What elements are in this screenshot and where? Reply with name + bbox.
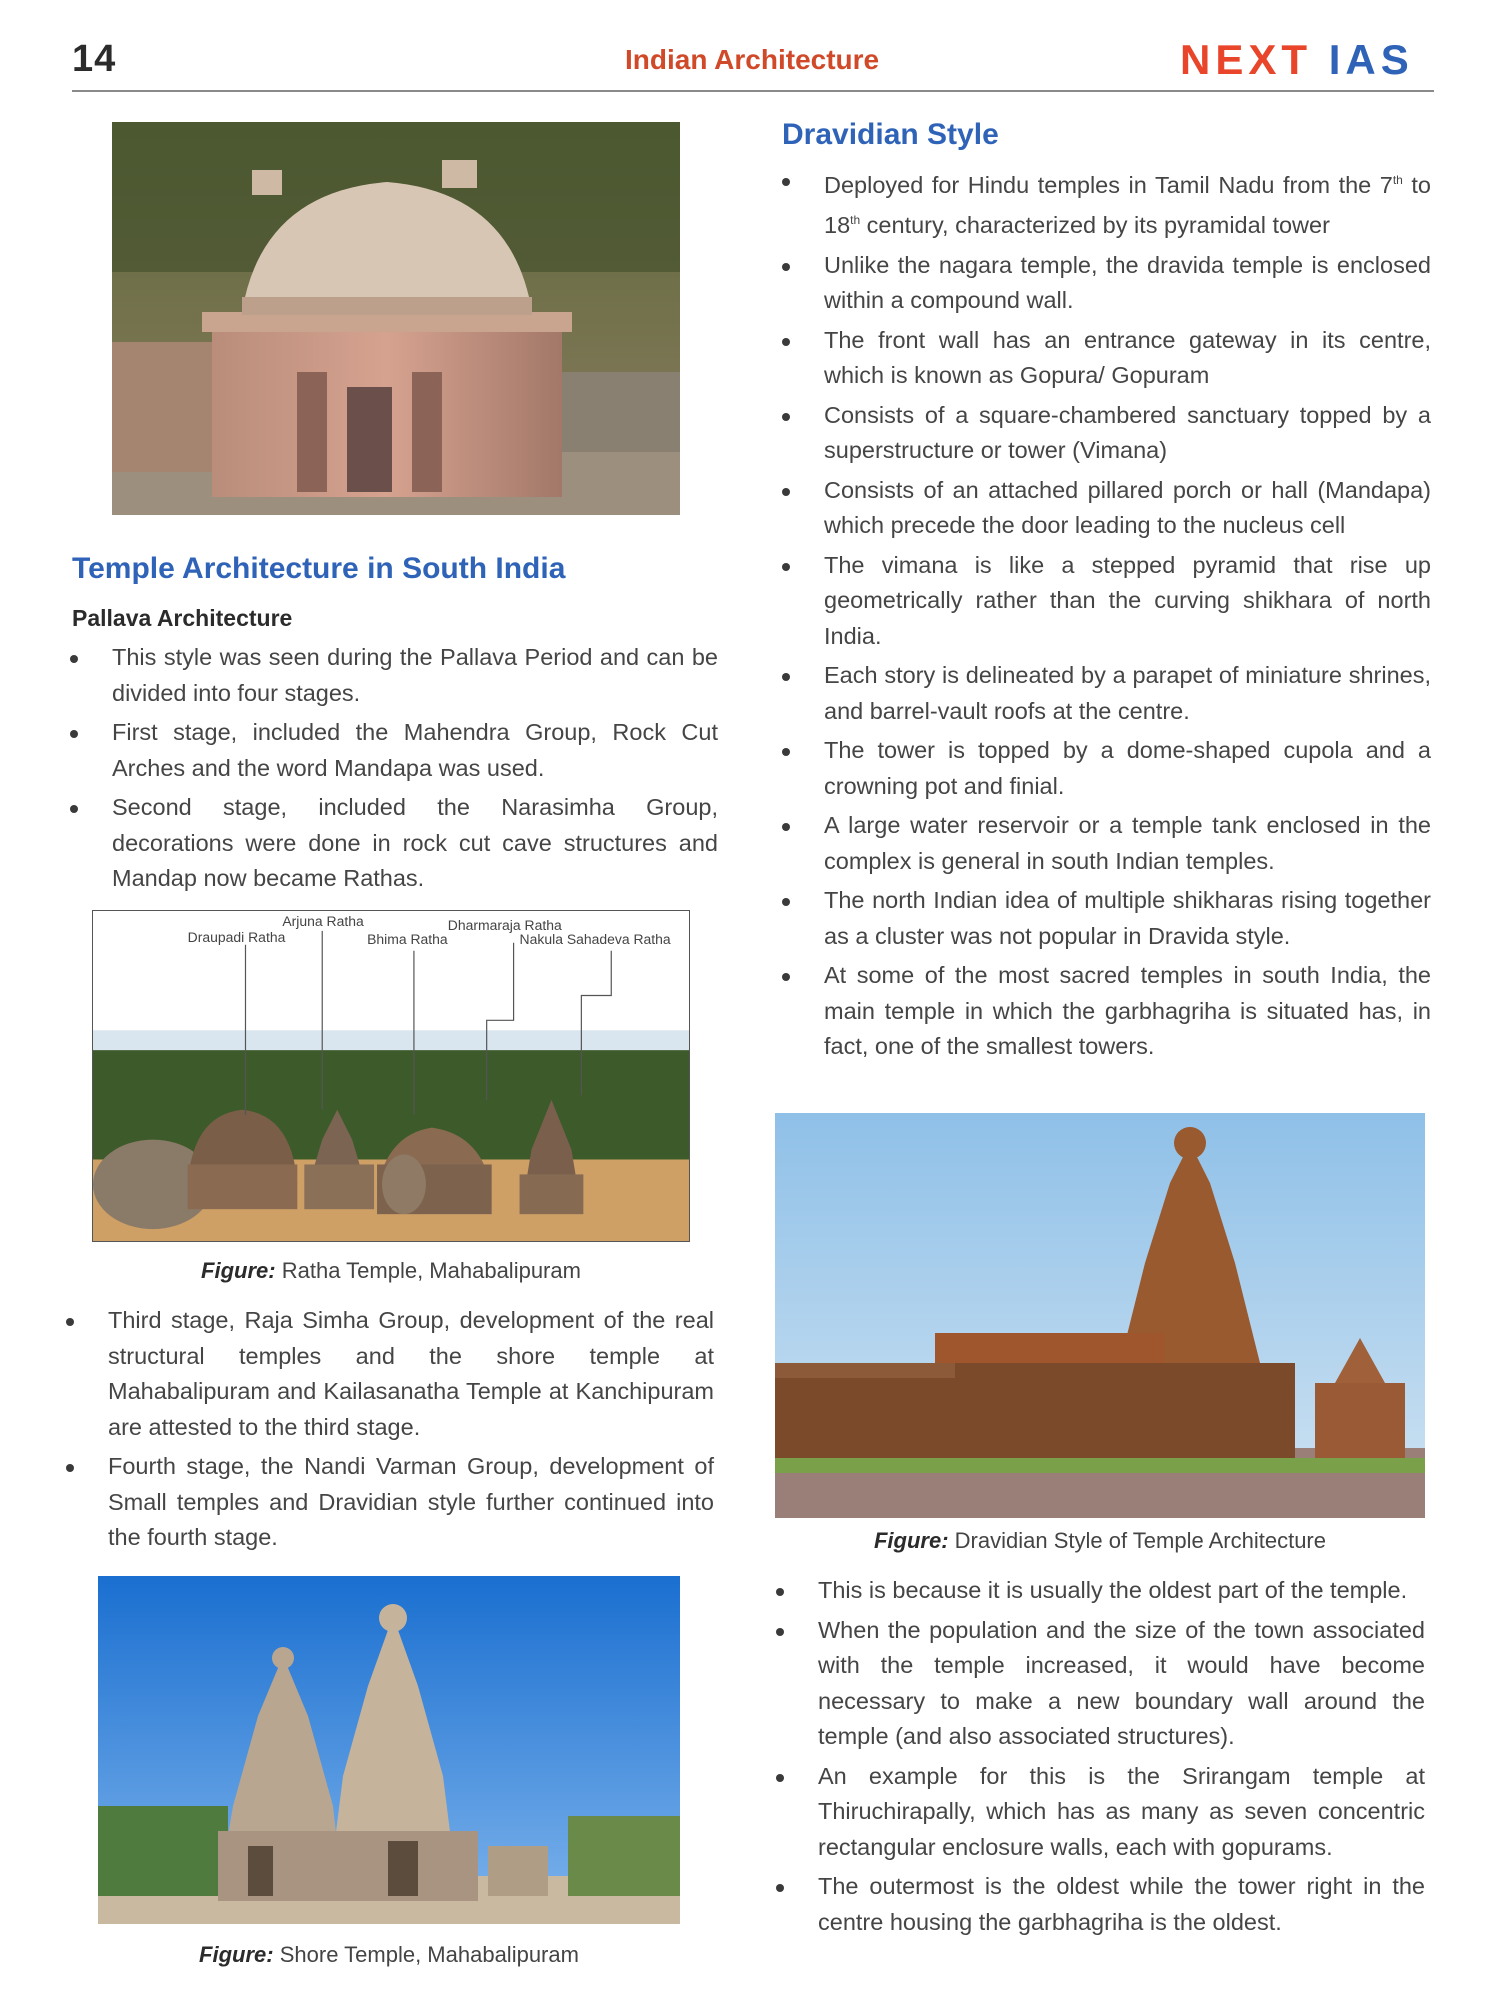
running-title: Indian Architecture bbox=[625, 44, 880, 75]
label-bhima-ratha: Bhima Ratha bbox=[367, 930, 448, 947]
list-item: At some of the most sacred temples in south India, the main temple in which the garbhagriha is situated has, in fact, one of the smallest towers. bbox=[778, 958, 1431, 1065]
label-dharmaraja-ratha: Dharmaraja Ratha bbox=[447, 916, 562, 933]
list-item: This style was seen during the Pallava Period and can be divided into four stages. bbox=[66, 640, 718, 711]
list-item: The north Indian idea of multiple shikharas rising together as a cluster was not popular in Dravida style. bbox=[778, 883, 1431, 954]
temple-photo-top bbox=[112, 122, 680, 515]
figure-caption-text: Dravidian Style of Temple Architecture bbox=[954, 1528, 1326, 1553]
label-arjuna-ratha: Arjuna Ratha bbox=[282, 912, 364, 929]
list-item: The front wall has an entrance gateway in its centre, which is known as Gopura/ Gopuram bbox=[778, 323, 1431, 394]
pallava-bullets-top bbox=[66, 640, 718, 901]
figure-caption-text: Shore Temple, Mahabalipuram bbox=[279, 1942, 579, 1967]
figure-caption-ratha bbox=[92, 1258, 690, 1284]
figure-caption-shore bbox=[98, 1942, 680, 1968]
figure-label: Figure: bbox=[873, 1528, 949, 1553]
page-number: 14 bbox=[72, 38, 117, 80]
list-item: Each story is delineated by a parapet of miniature shrines, and barrel-vault roofs at the centre. bbox=[778, 658, 1431, 729]
brand-ias: IAS bbox=[1328, 36, 1414, 83]
dravidian-bullets-bottom bbox=[772, 1573, 1425, 1944]
list-item: Second stage, included the Narasimha Group, decorations were done in rock cut cave structures and Mandap now became Rathas. bbox=[66, 790, 718, 897]
ratha-temple-figure bbox=[92, 910, 690, 1242]
figure-label: Figure: bbox=[201, 1258, 276, 1283]
header-rule bbox=[72, 90, 1434, 92]
brand-next: NEXT bbox=[1180, 36, 1313, 83]
list-item: Consists of a square-chambered sanctuary topped by a superstructure or tower (Vimana) bbox=[778, 398, 1431, 469]
list-item: This is because it is usually the oldest part of the temple. bbox=[772, 1573, 1425, 1609]
list-item: When the population and the size of the town associated with the temple increased, it would have become necessary to make a new boundary wall around the temple (and also associated structures). bbox=[772, 1613, 1425, 1755]
list-item: Fourth stage, the Nandi Varman Group, development of Small temples and Dravidian style further continued into the fourth stage. bbox=[62, 1449, 714, 1556]
section-title-dravidian: Dravidian Style bbox=[782, 118, 999, 151]
list-item: An example for this is the Srirangam temple at Thiruchirapally, which has as many as seven concentric rectangular enclosure walls, each with gopurams. bbox=[772, 1759, 1425, 1866]
list-item: The outermost is the oldest while the tower right in the centre housing the garbhagriha is the oldest. bbox=[772, 1869, 1425, 1940]
list-item: Unlike the nagara temple, the dravida temple is enclosed within a compound wall. bbox=[778, 248, 1431, 319]
dravidian-bullets-top bbox=[778, 163, 1431, 1069]
figure-caption-dravidian bbox=[775, 1528, 1425, 1554]
list-item: Third stage, Raja Simha Group, development of the real structural temples and the shore temple at Mahabalipuram and Kailasanatha Temple at Kanchipuram are attested to the third stage. bbox=[62, 1303, 714, 1445]
list-item: Consists of an attached pillared porch or hall (Mandapa) which precede the door leading to the nucleus cell bbox=[778, 473, 1431, 544]
figure-caption-text: Ratha Temple, Mahabalipuram bbox=[281, 1258, 581, 1283]
list-item: The tower is topped by a dome-shaped cupola and a crowning pot and finial. bbox=[778, 733, 1431, 804]
label-nakula-sahadeva-ratha: Nakula Sahadeva Ratha bbox=[519, 930, 671, 947]
list-item: The vimana is like a stepped pyramid that rise up geometrically rather than the curving shikhara of north India. bbox=[778, 548, 1431, 655]
shore-temple-photo bbox=[98, 1576, 680, 1924]
label-draupadi-ratha: Draupadi Ratha bbox=[187, 928, 286, 945]
brand-logo bbox=[1180, 36, 1414, 84]
list-item: A large water reservoir or a temple tank enclosed in the complex is general in south Indian temples. bbox=[778, 808, 1431, 879]
list-item: Deployed for Hindu temples in Tamil Nadu from the 7th to 18th century, characterized by its pyramidal tower bbox=[778, 163, 1431, 244]
subsection-title-pallava: Pallava Architecture bbox=[72, 605, 293, 631]
dravidian-temple-photo bbox=[775, 1113, 1425, 1518]
pallava-bullets-bottom bbox=[62, 1303, 714, 1560]
section-title-south-india: Temple Architecture in South India bbox=[72, 552, 566, 585]
figure-label: Figure: bbox=[199, 1942, 274, 1967]
list-item: First stage, included the Mahendra Group, Rock Cut Arches and the word Mandapa was used. bbox=[66, 715, 718, 786]
